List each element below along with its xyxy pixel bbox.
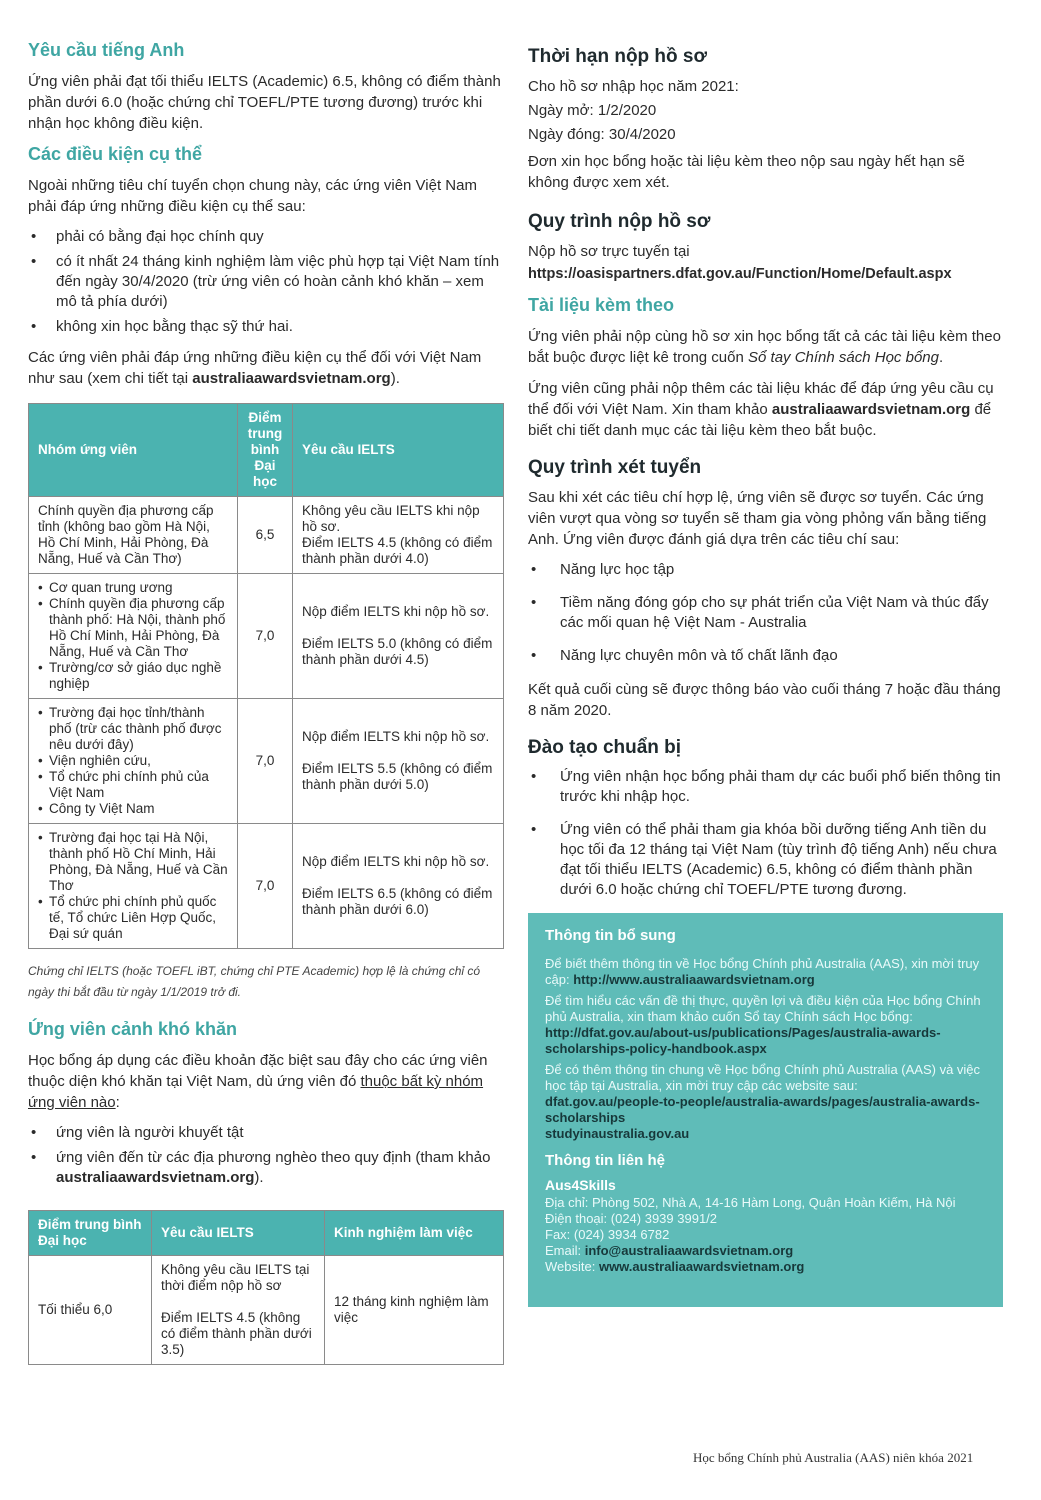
selection-list: [528, 560, 1003, 666]
process-heading: Quy trình nộp hồ sơ: [528, 211, 711, 232]
list-item: • có ít nhất 24 tháng kinh nghiệm làm việc phù hợp tại Việt Nam tính đến ngày 30/4/2020 (trừ ứng viên có hoàn cảnh khó khăn – xem mô tả phía dưới): [28, 252, 504, 312]
ielts-cell: Nộp điểm IELTS khi nộp hồ sơ. Điểm IELTS 5.5 (không có điểm thành phần dưới 5.0): [293, 699, 504, 824]
deadline-line: Cho hồ sơ nhập học năm 2021:: [528, 78, 739, 95]
disadvantaged-heading: Ứng viên cảnh khó khăn: [28, 1019, 237, 1039]
list-item: • Trường đại học tại Hà Nội, thành phố Hồ Chí Minh, Hải Phòng, Đà Nẵng, Huế và Cần Thơ: [38, 830, 228, 894]
ielts-cell: Không yêu cầu IELTS tại thời điểm nộp hồ sơ Điểm IELTS 4.5 (không có điểm thành phần dưới 3.5): [152, 1256, 325, 1365]
list-item: • ứng viên là người khuyết tật: [28, 1123, 504, 1143]
phone: Điện thoại: (024) 3939 3991/2: [545, 1211, 718, 1226]
process-text: Nộp hồ sơ trực tuyến tại: [528, 243, 690, 260]
table-header: Nhóm ứng viên: [29, 404, 238, 497]
gpa-cell: 6,5: [238, 497, 293, 574]
open-date: Ngày mở: 1/2/2020: [528, 102, 657, 119]
email-row: Email: info@australiaawardsvietnam.org: [545, 1243, 794, 1258]
disadvantaged-list: [28, 1123, 504, 1188]
docs-p2: Ứng viên cũng phải nộp thêm các tài liệu khác để đáp ứng yêu cầu cụ thể đối với Việt Nam. Xin tham khảo australiaawardsvietnam.org để biết chi tiết danh mục các tài liệu kèm theo bắt buộc.: [528, 380, 994, 439]
gpa-cell: Tối thiểu 6,0: [29, 1256, 152, 1365]
info-link[interactable]: http://www.australiaawardsvietnam.org: [573, 972, 815, 987]
website-row: Website: www.australiaawardsvietnam.org: [545, 1259, 805, 1274]
deadline-note: Đơn xin học bổng hoặc tài liệu kèm theo nộp sau ngày hết hạn sẽ không được xem xét.: [528, 153, 965, 191]
gpa-cell: 7,0: [238, 824, 293, 949]
info-p1: Để biết thêm thông tin về Học bổng Chính phủ Australia (AAS), xin mời truy cập: http://www.australiaawardsvietnam.org: [545, 956, 980, 987]
page-footer: Học bổng Chính phủ Australia (AAS) niên khóa 2021: [693, 1450, 974, 1465]
deadline-heading: Thời hạn nộp hồ sơ: [528, 46, 707, 67]
list-item: • Tiềm năng đóng góp cho sự phát triển của Việt Nam và thúc đẩy các mối quan hệ Việt Nam - Australia: [528, 593, 1003, 633]
gpa-cell: 7,0: [238, 699, 293, 824]
table-row: [29, 699, 504, 824]
table-header: Điểm trung bình Đại học: [238, 404, 293, 497]
site-link[interactable]: australiaawardsvietnam.org: [192, 370, 391, 387]
fax: Fax: (024) 3934 6782: [545, 1227, 670, 1242]
docs-heading: Tài liệu kèm theo: [528, 295, 675, 315]
training-list: [528, 767, 1003, 900]
info-heading: Thông tin bổ sung: [545, 927, 676, 944]
selection-intro: Sau khi xét các tiêu chí hợp lệ, ứng viên sẽ được sơ tuyển. Các ứng viên vượt qua vòng sơ tuyển sẽ tham gia vòng phỏng vấn bằng tiếng Anh. Ứng viên được đánh giá dựa trên các tiêu chí sau:: [528, 489, 987, 548]
table-header-row: [29, 1211, 504, 1256]
experience-cell: 12 tháng kinh nghiệm làm việc: [325, 1256, 504, 1365]
selection-result: Kết quả cuối cùng sẽ được thông báo vào cuối tháng 7 hoặc đầu tháng 8 năm 2020.: [528, 681, 1001, 719]
contact-heading: Thông tin liên hệ: [545, 1152, 665, 1169]
list-item: • Năng lực chuyên môn và tố chất lãnh đạo: [528, 646, 1003, 666]
table-header-row: [29, 404, 504, 497]
list-item: • phải có bằng đại học chính quy: [28, 227, 504, 247]
table-header: Điểm trung bình Đại học: [29, 1211, 152, 1256]
disadvantaged-intro: Học bổng áp dụng các điều khoản đặc biệt sau đây cho các ứng viên thuộc diện khó khăn tại Việt Nam, dù ứng viên đó thuộc bất kỳ nhóm ứng viên nào:: [28, 1052, 488, 1111]
table-row: [29, 574, 504, 699]
list-item: • Trường đại học tỉnh/thành phố (trừ các thành phố được nêu dưới đây): [38, 705, 228, 753]
info-p3: Để có thêm thông tin chung về Học bổng Chính phủ Australia (AAS) và việc học tập tại Australia, xin mời truy cập các website sau: dfat.gov.au/people-to-people/australia-awards/pages/australia-awards-scholarships studyinaustralia.gov.au: [545, 1062, 986, 1142]
close-date: Ngày đóng: 30/4/2020: [528, 126, 676, 143]
info-link[interactable]: dfat.gov.au/people-to-people/australia-awards/pages/australia-awards-scholarships: [545, 1094, 980, 1125]
info-box: [528, 913, 1003, 1307]
requirements-table: [28, 403, 504, 949]
gpa-cell: 7,0: [238, 574, 293, 699]
list-item: • Cơ quan trung ương: [38, 580, 228, 596]
table-row: [29, 1256, 504, 1365]
left-column: [28, 40, 504, 1365]
table-header: Yêu cầu IELTS: [293, 404, 504, 497]
list-item: • Công ty Việt Nam: [38, 801, 228, 817]
conditions-intro: Ngoài những tiêu chí tuyển chọn chung này, các ứng viên Việt Nam phải đáp ứng những điều kiện cụ thể sau:: [28, 177, 477, 215]
list-item: • Tổ chức phi chính phủ quốc tế, Tổ chức Liên Hợp Quốc, Đại sứ quán: [38, 894, 228, 942]
group-cell: [29, 824, 238, 949]
ielts-cell: Nộp điểm IELTS khi nộp hồ sơ. Điểm IELTS 5.0 (không có điểm thành phần dưới 4.5): [293, 574, 504, 699]
info-p2: Để tìm hiểu các vấn đề thị thực, quyền lợi và điều kiện của Học bổng Chính phủ Australia, xin tham khảo cuốn Sổ tay Chính sách Học bổng: http://dfat.gov.au/about-us/publications/Pages/australia-awards-scholarships-policy-handbook.aspx: [545, 993, 986, 1057]
selection-heading: Quy trình xét tuyển: [528, 457, 702, 478]
group-cell: [29, 574, 238, 699]
list-item: • Tổ chức phi chính phủ của Việt Nam: [38, 769, 228, 801]
list-item: • Trường/cơ sở giáo dục nghề nghiệp: [38, 660, 228, 692]
training-heading: Đào tạo chuẩn bị: [528, 737, 682, 758]
docs-p1: Ứng viên phải nộp cùng hồ sơ xin học bổng tất cả các tài liệu kèm theo bắt buộc được liệt kê trong cuốn Sổ tay Chính sách Học bổng.: [528, 328, 1001, 366]
info-link[interactable]: studyinaustralia.gov.au: [545, 1126, 690, 1141]
group-cell: [29, 699, 238, 824]
table-header: Kinh nghiệm làm việc: [325, 1211, 504, 1256]
disadvantaged-table: [28, 1210, 504, 1365]
info-link[interactable]: http://dfat.gov.au/about-us/publications/Pages/australia-awards-scholarships-policy-handbook.aspx: [545, 1025, 941, 1056]
conditions-list: [28, 227, 504, 337]
address: Địa chỉ: Phòng 502, Nhà A, 14-16 Hàm Long, Quận Hoàn Kiếm, Hà Nội: [545, 1195, 956, 1210]
table-row: [29, 824, 504, 949]
list-item: • Chính quyền địa phương cấp thành phố: Hà Nội, thành phố Hồ Chí Minh, Hải Phòng, Đà Nẵng, Huế và Cần Thơ: [38, 596, 228, 660]
email-link[interactable]: info@australiaawardsvietnam.org: [584, 1243, 794, 1258]
english-heading: Yêu cầu tiếng Anh: [28, 40, 185, 60]
list-item: • Năng lực học tập: [528, 560, 1003, 580]
group-cell: Chính quyền địa phương cấp tỉnh (không bao gồm Hà Nội, Hồ Chí Minh, Hải Phòng, Đà Nẵng, Huế và Cần Thơ): [29, 497, 238, 574]
site-link[interactable]: australiaawardsvietnam.org: [56, 1169, 255, 1186]
list-item: • Ứng viên có thể phải tham gia khóa bồi dưỡng tiếng Anh tiền du học tối đa 12 tháng tại Việt Nam (tùy trình độ tiếng Anh) nếu chưa đạt tối thiểu IELTS (Academic) 6.5, không có điểm thành phần dưới 6.0 hoặc chứng chỉ TOEFL/PTE tương đương.: [528, 820, 1003, 900]
ielts-note: Chứng chỉ IELTS (hoặc TOEFL iBT, chứng chỉ PTE Academic) hợp lệ là chứng chỉ có ngày thi bắt đầu từ ngày 1/1/2019 trở đi.: [28, 964, 481, 999]
conditions-heading: Các điều kiện cụ thể: [28, 144, 203, 164]
english-text: Ứng viên phải đạt tối thiểu IELTS (Academic) 6.5, không có điểm thành phần dưới 6.0 (hoặc chứng chỉ TOEFL/PTE tương đương) trước khi nhận học không điều kiện.: [28, 73, 501, 132]
site-link[interactable]: australiaawardsvietnam.org: [771, 401, 971, 418]
ielts-cell: Không yêu cầu IELTS khi nộp hồ sơ. Điểm IELTS 4.5 (không có điểm thành phần dưới 4.0): [293, 497, 504, 574]
conditions-outro: Các ứng viên phải đáp ứng những điều kiện cụ thể đối với Việt Nam như sau (xem chi tiết tại australiaawardsvietnam.org).: [28, 349, 482, 387]
website-link[interactable]: www.australiaawardsvietnam.org: [598, 1259, 805, 1274]
right-column: [528, 46, 1003, 1307]
list-item: • không xin học bằng thạc sỹ thứ hai.: [28, 317, 504, 337]
list-item: • Ứng viên nhận học bổng phải tham dự các buổi phổ biến thông tin trước khi nhập học.: [528, 767, 1003, 807]
table-row: [29, 497, 504, 574]
org-name: Aus4Skills: [545, 1177, 616, 1193]
list-item: • ứng viên đến từ các địa phương nghèo theo quy định (tham khảo australiaawardsvietnam.org).: [28, 1148, 504, 1188]
table-header: Yêu cầu IELTS: [152, 1211, 325, 1256]
ielts-cell: Nộp điểm IELTS khi nộp hồ sơ. Điểm IELTS 6.5 (không có điểm thành phần dưới 6.0): [293, 824, 504, 949]
oasis-link[interactable]: https://oasispartners.dfat.gov.au/Function/Home/Default.aspx: [528, 266, 952, 282]
list-item: • Viện nghiên cứu,: [38, 753, 228, 769]
